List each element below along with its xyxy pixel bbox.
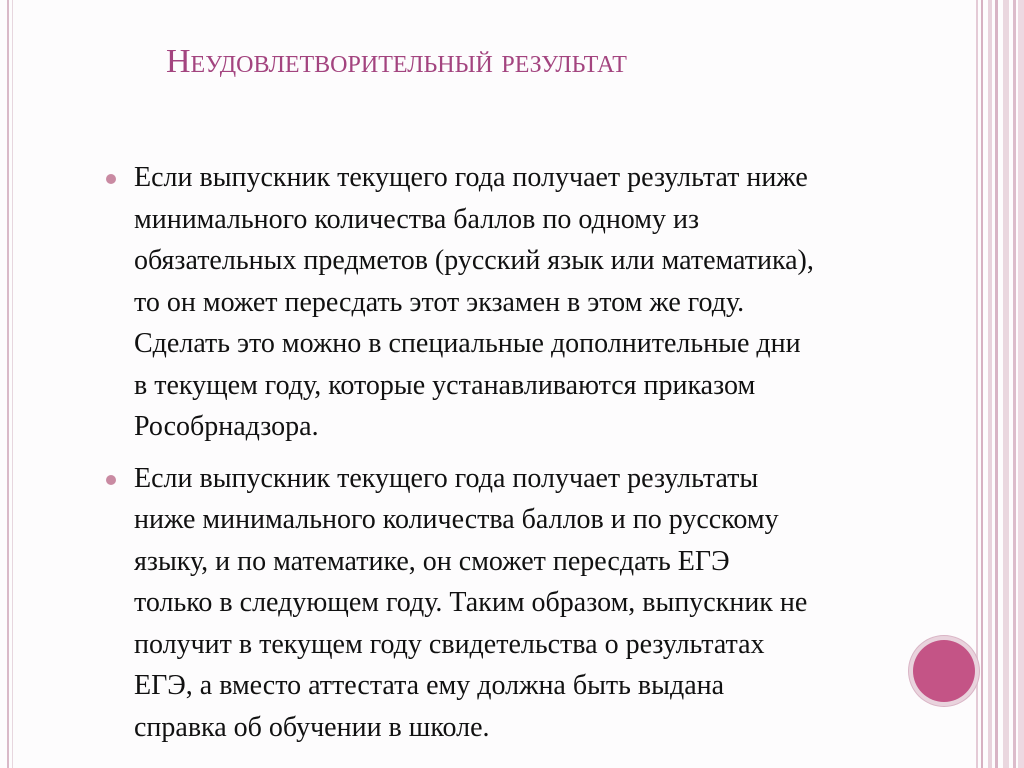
stripe: [995, 0, 998, 768]
stripe: [1013, 0, 1016, 768]
right-decorative-stripes: [976, 0, 1024, 768]
bullet-line: только в следующем году. Таким образом, выпускник не: [134, 587, 808, 618]
bullet-item: [104, 157, 969, 448]
bullet-line: Если выпускник текущего года получает результаты: [134, 462, 759, 494]
bullet-line: Сделать это можно в специальные дополнительные дни: [134, 328, 801, 359]
bullet-line: Если выпускник текущего года получает результат ниже: [134, 162, 808, 193]
bullet-line: обязательных предметов (русский язык или математика),: [134, 245, 814, 276]
bullet-line: ЕГЭ, а вместо аттестата ему должна быть выдана: [134, 670, 725, 701]
stripe: [1018, 0, 1024, 768]
bullet-item: [104, 458, 969, 749]
bullet-line: справка об обучении в школе.: [134, 711, 490, 743]
decorative-circle-icon: [913, 640, 975, 702]
bullet-line: языку, и по математике, он сможет пересдать ЕГЭ: [134, 545, 730, 577]
stripe: [976, 0, 978, 768]
bullet-line: то он может пересдать этот экзамен в этом же году.: [134, 286, 745, 318]
left-frame-line-inner: [12, 0, 13, 768]
bullet-line: в текущем году, которые устанавливаются приказом: [134, 369, 756, 401]
bullet-line: получит в текущем году свидетельства о результатах: [134, 628, 765, 660]
bullet-list: [104, 157, 969, 758]
bullet-dot-icon: [106, 174, 116, 184]
bullet-dot-icon: [106, 475, 116, 485]
slide-title: Неудовлетворительный результат: [166, 43, 627, 80]
stripe: [981, 0, 983, 768]
left-frame-line: [7, 0, 9, 768]
stripe: [1003, 0, 1009, 768]
stripe: [988, 0, 992, 768]
bullet-line: Рособрнадзора.: [134, 411, 319, 442]
bullet-line: минимального количества баллов по одному из: [134, 203, 700, 235]
bullet-line: ниже минимального количества баллов и по русскому: [134, 504, 779, 535]
